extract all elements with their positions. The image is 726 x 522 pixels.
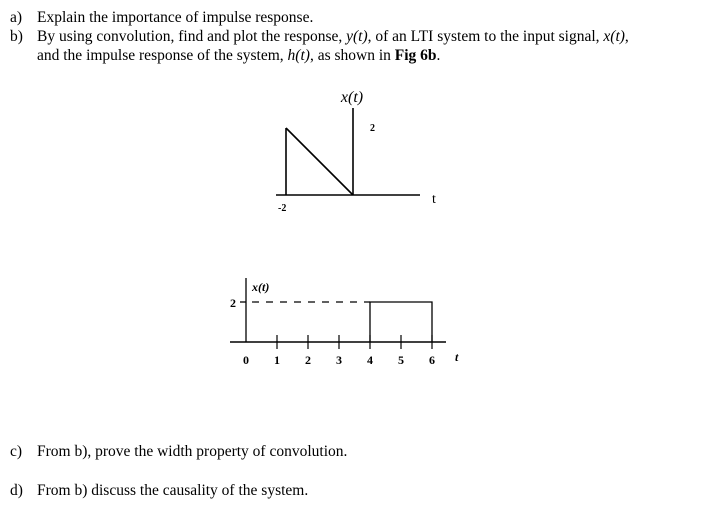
figure-bottom-tick-label: 6 [429, 353, 435, 367]
question-d [10, 481, 308, 500]
question-b-text-2: , of an LTI system to the input signal, [367, 28, 604, 45]
figure-bottom-t-label: t [455, 350, 459, 364]
figure-bottom-tick-label: 4 [367, 353, 373, 367]
question-b-text-3: , [624, 28, 629, 45]
figure-bottom-ticks [243, 335, 435, 367]
question-c-label: c) [10, 443, 23, 460]
question-b-text-4: and the impulse response of the system, [37, 47, 288, 64]
figure-bottom-y-tick: 2 [230, 296, 236, 310]
question-b-label: b) [10, 28, 23, 45]
question-d-label: d) [10, 482, 23, 499]
y-symbol: y(t) [346, 28, 368, 45]
figure-reference: Fig 6b [394, 47, 437, 64]
question-b-text-6: . [436, 47, 441, 64]
question-b-text-5: , as shown in [309, 47, 395, 64]
figure-top [276, 89, 436, 214]
figure-top-neg-label: -2 [278, 203, 287, 214]
question-b-text-1: By using convolution, find and plot the response, [37, 28, 347, 45]
figure-top-title: x(t) [340, 89, 364, 106]
question-a-text: Explain the importance of impulse response. [37, 9, 314, 26]
figure-top-ramp [286, 128, 353, 195]
h-symbol: h(t) [287, 47, 310, 64]
x-symbol: x(t) [603, 28, 625, 45]
figure-bottom-tick-label: 1 [274, 353, 280, 367]
figure-top-peak-label: 2 [370, 123, 375, 134]
figure-bottom-tick-label: 0 [243, 353, 249, 367]
figure-bottom-title: x(t) [252, 280, 270, 294]
question-a-label: a) [10, 9, 23, 26]
figure-bottom-tick-label: 3 [336, 353, 342, 367]
question-d-text: From b) discuss the causality of the system. [37, 482, 309, 499]
figure-bottom-tick-label: 2 [305, 353, 311, 367]
figure-bottom [230, 278, 459, 367]
figure-top-t-label: t [432, 192, 436, 207]
figure-bottom-tick-label: 5 [398, 353, 404, 367]
question-c [10, 442, 347, 461]
question-c-text: From b), prove the width property of convolution. [37, 443, 348, 460]
